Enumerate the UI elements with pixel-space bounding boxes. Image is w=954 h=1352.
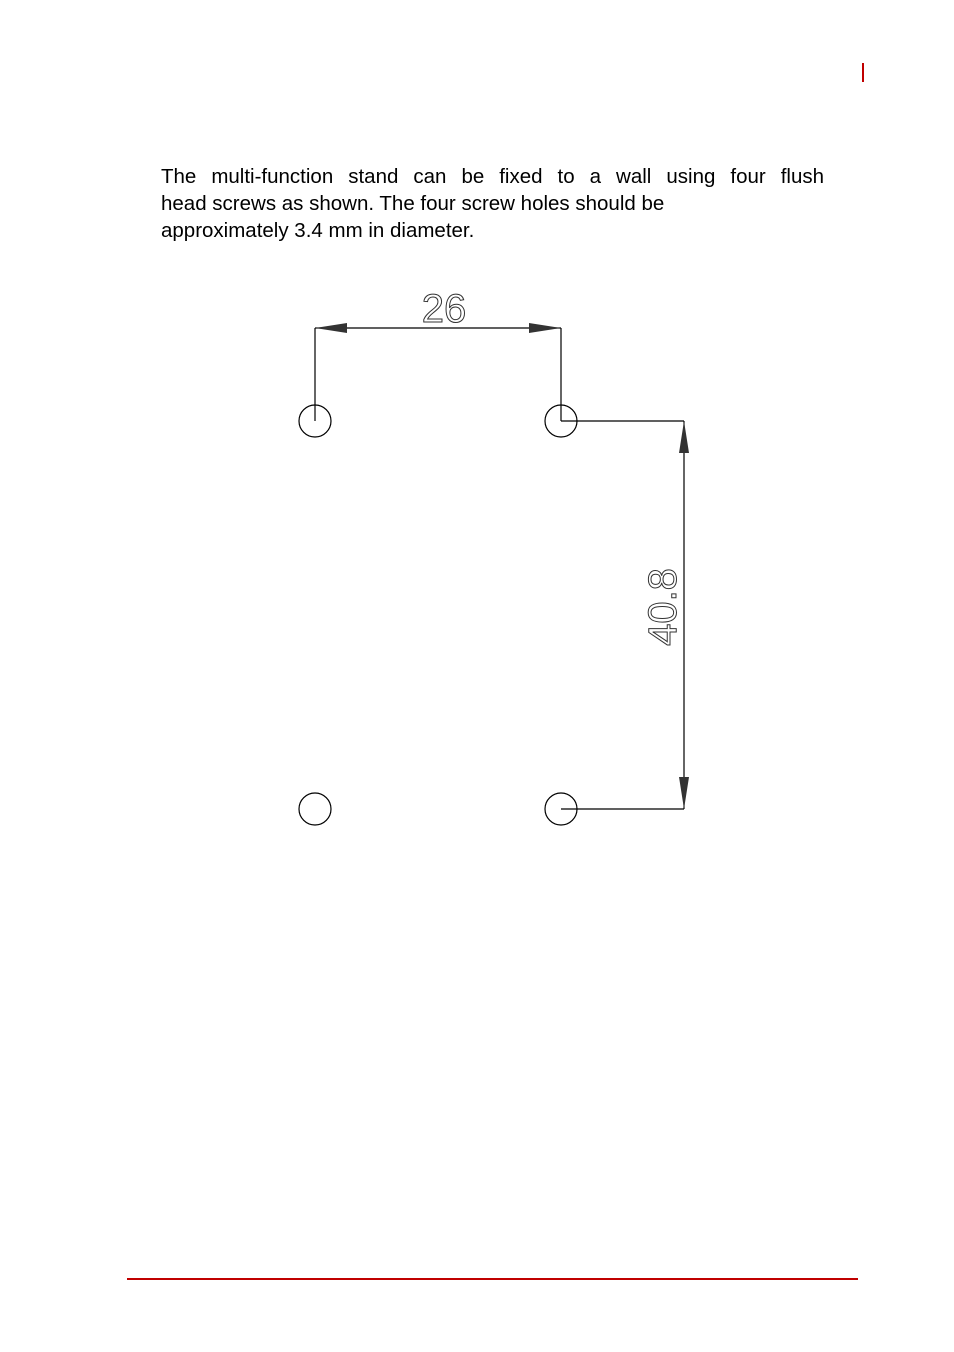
horizontal-dimension-label: 26 — [421, 287, 467, 331]
intro-line-2: head screws as shown. The four screw holes should be — [161, 192, 665, 215]
arrowhead-down-icon — [679, 777, 689, 809]
arrowhead-up-icon — [679, 421, 689, 453]
screw-hole-bottom-left — [299, 793, 331, 825]
arrowhead-right-icon — [529, 323, 561, 333]
intro-line-3: approximately 3.4 mm in diameter. — [161, 219, 475, 242]
arrowhead-left-icon — [315, 323, 347, 333]
intro-line-1: The multi-function stand can be fixed to a wall using four flush — [161, 165, 824, 188]
footer-rule — [127, 1278, 858, 1280]
vertical-dimension-label: 40.8 — [641, 568, 685, 646]
